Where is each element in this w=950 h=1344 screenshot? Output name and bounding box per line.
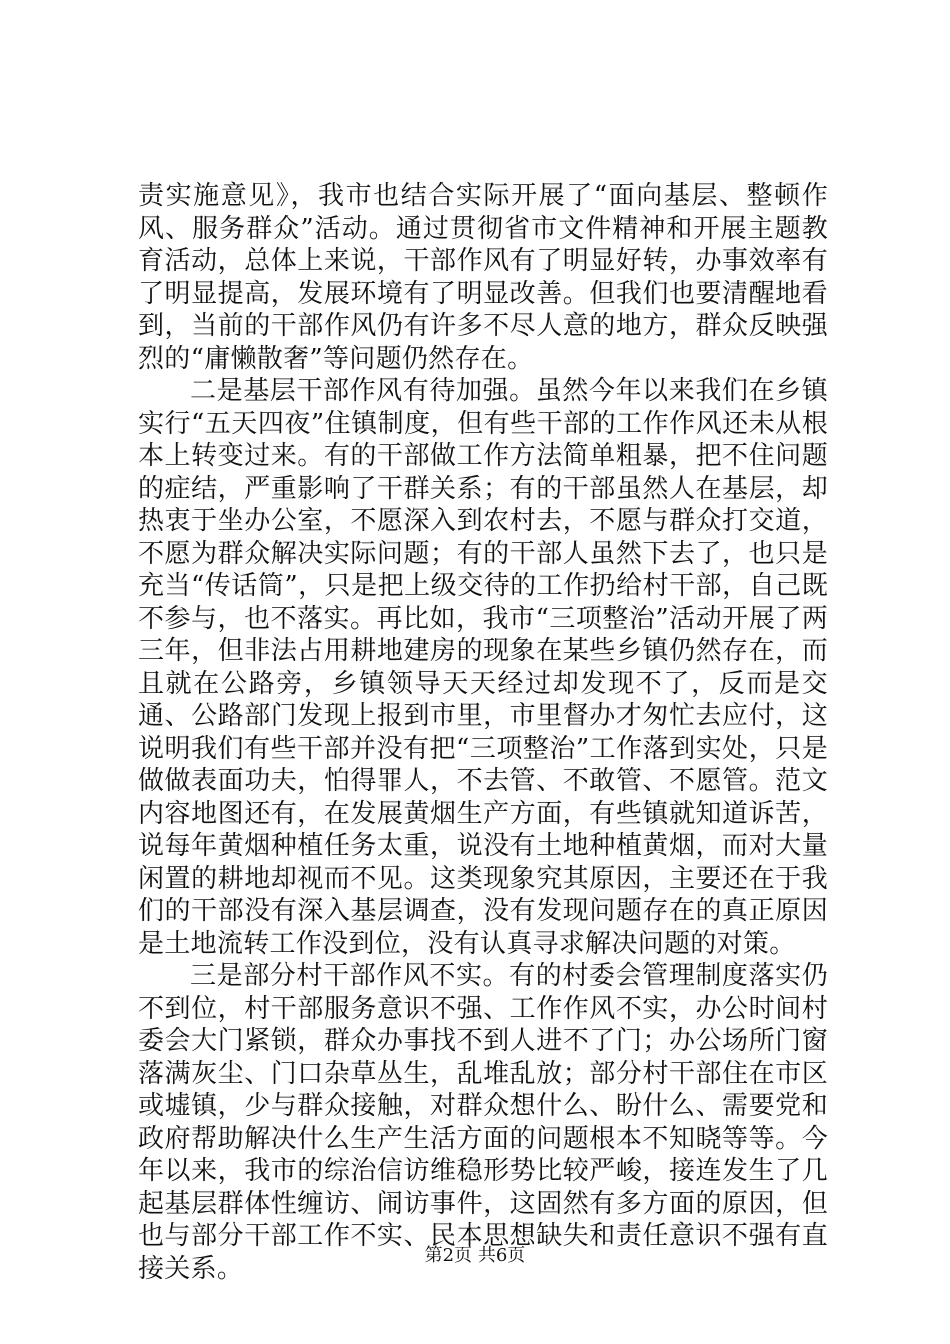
- page-number-footer: 第2页 共6页: [424, 1245, 526, 1266]
- paragraph-continuation: 责实施意见》，我市也结合实际开展了“面向基层、整顿作风、服务群众”活动。通过贯彻省市文件精神和开展主题教育活动，总体上来说，干部作风有了明显好转，办事效率有了明显提高，发展环境有了明显改善。但我们也要清醒地看到，当前的干部作风仍有许多不尽人意的地方，群众反映强烈的“庸懒散奢”等问题仍然存在。: [138, 181, 828, 374]
- document-body: [138, 180, 828, 1285]
- paragraph-grassroots-cadres: 二是基层干部作风有待加强。虽然今年以来我们在乡镇实行“五天四夜”住镇制度，但有些干部的工作作风还未从根本上转变过来。有的干部做工作方法简单粗暴，把不住问题的症结，严重影响了干群关系；有的干部虽然人在基层，却热衷于坐办公室，不愿深入到农村去，不愿与群众打交道，不愿为群众解决实际问题；有的干部人虽然下去了，也只是充当“传话筒”，只是把上级交待的工作扔给村干部，自己既不参与，也不落实。再比如，我市“三项整治”活动开展了两三年，但非法占用耕地建房的现象在某些乡镇仍然存在，而且就在公路旁，乡镇领导天天经过却发现不了，反而是交通、公路部门发现上报到市里，市里督办才匆忙去应付，这说明我们有些干部并没有把“三项整治”工作落到实处，只是做做表面功夫，怕得罪人，不去管、不敢管、不愿管。范文内容地图还有，在发展黄烟生产方面，有些镇就知道诉苦，说每年黄烟种植任务太重，说没有土地种植黄烟，而对大量闲置的耕地却视而不见。这类现象究其原因，主要还在于我们的干部没有深入基层调查，没有发现问题存在的真正原因是土地流转工作没到位，没有认真寻求解决问题的对策。: [138, 376, 828, 959]
- paragraph-village-cadres: 三是部分村干部作风不实。有的村委会管理制度落实仍不到位，村干部服务意识不强、工作作风不实，办公时间村委会大门紧锁，群众办事找不到人进不了门；办公场所门窗落满灰尘、门口杂草丛生，乱堆乱放；部分村干部住在市区或墟镇，少与群众接触，对群众想什么、盼什么、需要党和政府帮助解决什么生产生活方面的问题根本不知晓等等。今年以来，我市的综治信访维稳形势比较严峻，接连发生了几起基层群体性缠访、闹访事件，这固然有多方面的原因，但也与部分干部工作不实、民本思想缺失和责任意识不强有直接关系。: [138, 961, 828, 1284]
